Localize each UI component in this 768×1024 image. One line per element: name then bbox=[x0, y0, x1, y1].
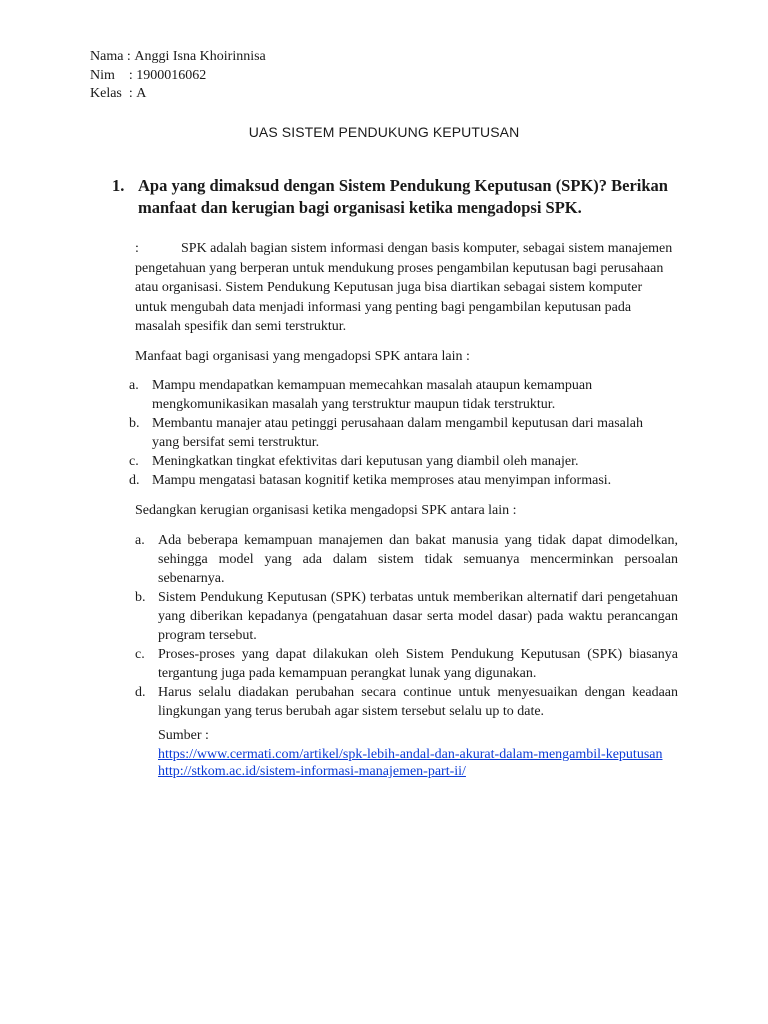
answer-text: SPK adalah bagian sistem informasi dengan basis komputer, sebagai sistem manajemen pengetahuan yang berperan untuk mendukung proses pengambilan keputusan bagi perusahaan atau organisasi. Sistem Pendukung Keputusan juga bisa diartikan sebagai sistem komputer untuk mengubah data menjadi informasi yang penting bagi pengambilan keputusan pada masalah spesifik dan semi terstruktur. bbox=[135, 241, 673, 334]
list-item bbox=[135, 645, 678, 683]
list-marker: c. bbox=[135, 647, 145, 662]
sources-label: Sumber : bbox=[158, 728, 209, 743]
answer-paragraph bbox=[135, 239, 675, 337]
class-value: A bbox=[136, 86, 147, 101]
list-marker: d. bbox=[129, 473, 140, 488]
list-item bbox=[135, 683, 678, 721]
drawbacks-list bbox=[135, 531, 678, 721]
list-item-text: Mampu mendapatkan kemampuan memecahkan masalah ataupun kemampuan mengkomunikasikan masalah yang terstruktur maupun tidak terstruktur. bbox=[152, 378, 593, 412]
list-item-text: Meningkatkan tingkat efektivitas dari keputusan yang diambil oleh manajer. bbox=[152, 454, 579, 469]
list-item bbox=[129, 471, 659, 490]
source-link-cermati[interactable]: https://www.cermati.com/artikel/spk-lebih-andal-dan-akurat-dalam-mengambil-keputusan bbox=[158, 747, 663, 762]
benefits-intro: Manfaat bagi organisasi yang mengadopsi SPK antara lain : bbox=[135, 349, 470, 364]
list-marker: a. bbox=[129, 378, 139, 393]
question-1 bbox=[112, 175, 682, 219]
list-item bbox=[129, 376, 659, 414]
list-marker: c. bbox=[129, 454, 139, 469]
list-marker: b. bbox=[129, 416, 140, 431]
name-value: Anggi Isna Khoirinnisa bbox=[134, 49, 266, 64]
nim-label: Nim : bbox=[90, 67, 137, 83]
list-marker: d. bbox=[135, 685, 146, 700]
list-item-text: Ada beberapa kemampuan manajemen dan bakat manusia yang tidak dapat dimodelkan, sehingga model yang ada dalam sistem tidak semuanya mencerminkan persoalan sebenarnya. bbox=[158, 533, 678, 586]
list-marker: a. bbox=[135, 533, 145, 548]
question-number: 1. bbox=[112, 176, 125, 195]
list-item-text: Membantu manajer atau petinggi perusahaan dalam mengambil keputusan dari masalah yang bersifat semi terstruktur. bbox=[152, 416, 643, 450]
list-item bbox=[135, 588, 678, 645]
document-title: UAS SISTEM PENDUKUNG KEPUTUSAN bbox=[248, 124, 520, 140]
nim-row bbox=[90, 67, 266, 86]
list-item bbox=[129, 452, 659, 471]
name-row bbox=[90, 48, 266, 67]
sources-section bbox=[158, 727, 678, 780]
list-marker: b. bbox=[135, 590, 146, 605]
name-label: Nama : bbox=[90, 49, 135, 64]
list-item-text: Sistem Pendukung Keputusan (SPK) terbatas untuk memberikan alternatif dari pengetahuan yang diberikan kepadanya (pengatahuan dasar serta model dasar) pada waktu perancangan program tersebut. bbox=[158, 590, 678, 643]
student-identity bbox=[90, 48, 266, 104]
list-item bbox=[135, 531, 678, 588]
benefits-list bbox=[129, 376, 659, 490]
list-item-text: Mampu mengatasi batasan kognitif ketika memproses atau menyimpan informasi. bbox=[152, 473, 612, 488]
list-item-text: Proses-proses yang dapat dilakukan oleh Sistem Pendukung Keputusan (SPK) biasanya tergantung juga pada kemampuan perangkat lunak yang digunakan. bbox=[158, 647, 678, 681]
answer-colon: : bbox=[135, 241, 139, 256]
drawbacks-intro: Sedangkan kerugian organisasi ketika mengadopsi SPK antara lain : bbox=[135, 503, 517, 518]
list-item-text: Harus selalu diadakan perubahan secara continue untuk menyesuaikan dengan keadaan lingkungan yang terus berubah agar sistem tersebut selalu up to date. bbox=[158, 685, 678, 719]
source-link-stkom[interactable]: http://stkom.ac.id/sistem-informasi-manajemen-part-ii/ bbox=[158, 764, 466, 779]
class-row bbox=[90, 85, 266, 104]
question-text: Apa yang dimaksud dengan Sistem Pendukung Keputusan (SPK)? Berikan manfaat dan kerugian bagi organisasi ketika mengadopsi SPK. bbox=[138, 176, 668, 217]
nim-value: 1900016062 bbox=[136, 67, 207, 83]
class-label: Kelas : bbox=[90, 86, 137, 101]
list-item bbox=[129, 414, 659, 452]
